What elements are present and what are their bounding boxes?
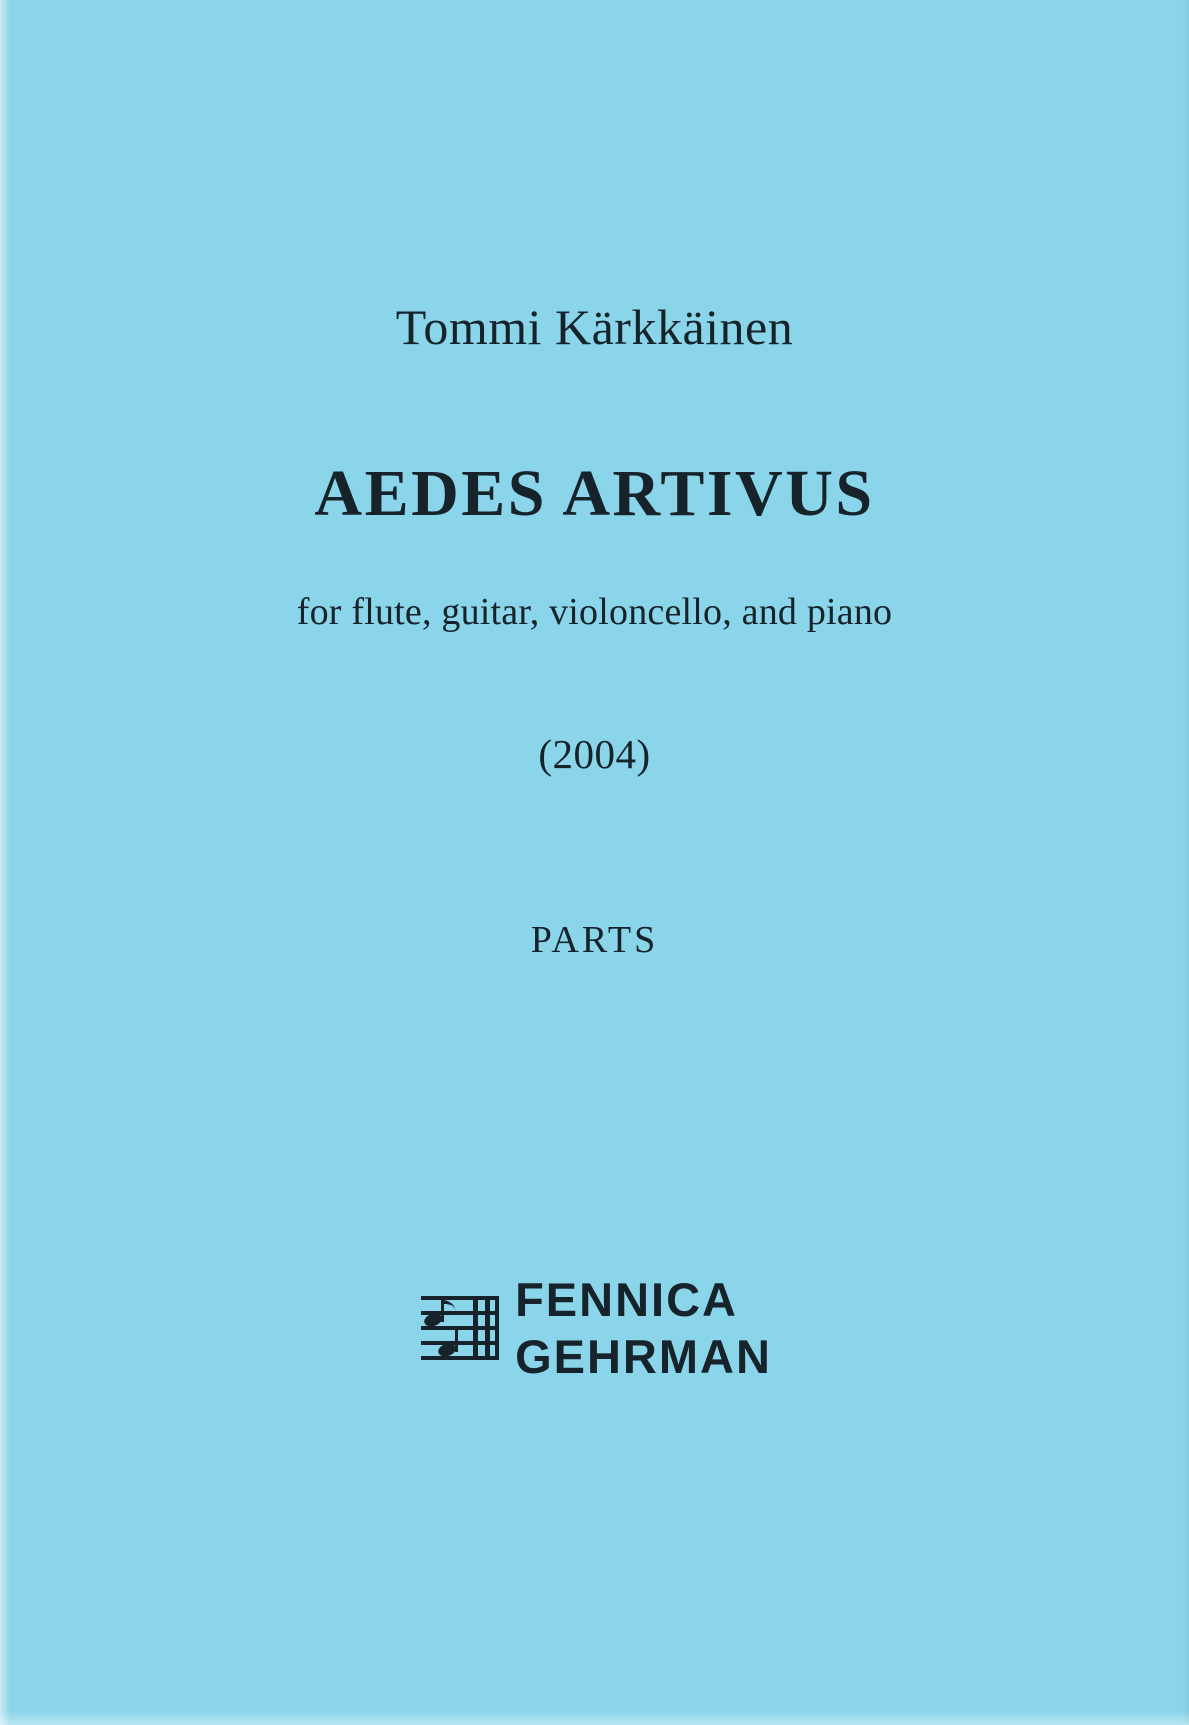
- publisher-block: [0, 1273, 1189, 1383]
- page-edge-shadow-right: [1181, 0, 1189, 1725]
- instrumentation-subtitle: for flute, guitar, violoncello, and piano: [296, 591, 893, 634]
- work-title: AEDES ARTIVUS: [314, 457, 875, 530]
- publisher-name-line-2: GEHRMAN: [515, 1330, 772, 1383]
- page-edge-highlight-left: [0, 0, 10, 1725]
- page-edge-highlight-bottom: [0, 1711, 1189, 1725]
- publisher-name-line-1: FENNICA: [515, 1273, 738, 1326]
- composition-year: (2004): [538, 731, 651, 778]
- edition-type-label: PARTS: [530, 919, 659, 962]
- composer-name: Tommi Kärkkäinen: [395, 299, 794, 355]
- fennica-gehrman-staff-logo-icon: [417, 1282, 503, 1374]
